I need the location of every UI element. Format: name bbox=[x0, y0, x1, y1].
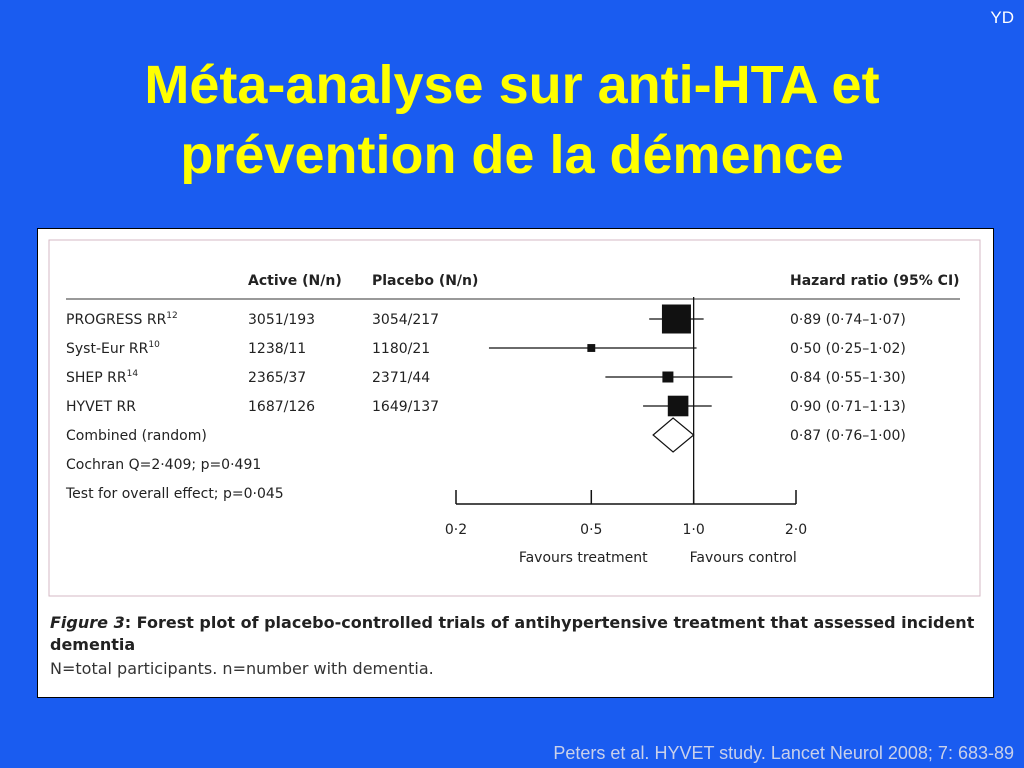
study-ref: 14 bbox=[126, 369, 139, 379]
study-placebo: 2371/44 bbox=[372, 370, 431, 386]
study-rows bbox=[65, 311, 906, 502]
study-placebo: 1180/21 bbox=[372, 341, 431, 357]
effect-square bbox=[587, 344, 595, 352]
x-tick-label: 2·0 bbox=[784, 522, 808, 538]
effect-square bbox=[662, 372, 673, 383]
study-ref: 10 bbox=[148, 340, 160, 350]
caption-note: N=total participants. n=number with dementia. bbox=[50, 659, 434, 678]
corner-label: YD bbox=[990, 8, 1014, 27]
study-name: PROGRESS RR$^{12}$ bbox=[66, 311, 178, 328]
caption-label: Figure 3 bbox=[50, 613, 125, 632]
combined-diamond bbox=[653, 418, 694, 452]
study-name: Syst-Eur RR$^{10}$ bbox=[66, 340, 160, 357]
figure-panel bbox=[37, 228, 994, 698]
study-active: 2365/37 bbox=[248, 370, 307, 386]
effect-square bbox=[662, 305, 691, 334]
study-hr-text: 0·50 (0·25–1·02) bbox=[790, 341, 906, 357]
forest-plot bbox=[38, 229, 993, 609]
study-name: HYVET RR bbox=[66, 399, 136, 415]
forest-marks bbox=[489, 297, 732, 504]
x-axis bbox=[445, 490, 807, 566]
slide-title-line1: Méta-analyse sur anti-HTA et bbox=[144, 55, 880, 115]
column-headers bbox=[248, 273, 960, 289]
x-tick-label: 1·0 bbox=[682, 522, 705, 538]
combined-hr-text: 0·87 (0·76–1·00) bbox=[790, 428, 906, 444]
study-active: 1238/11 bbox=[248, 341, 307, 357]
study-name: SHEP RR$^{14}$ bbox=[66, 369, 139, 386]
study-hr-text: 0·89 (0·74–1·07) bbox=[790, 312, 906, 328]
figure-caption bbox=[50, 612, 980, 680]
x-tick-label: 0·2 bbox=[444, 522, 468, 538]
caption-title bbox=[50, 612, 980, 656]
favours-right-label: Favours control bbox=[689, 550, 797, 566]
header-hazard-ratio: Hazard ratio (95% CI) bbox=[790, 273, 960, 289]
plot-frame bbox=[49, 240, 980, 596]
slide-title bbox=[0, 50, 1024, 190]
x-tick-label: 0·5 bbox=[580, 522, 603, 538]
effect-square bbox=[668, 396, 689, 417]
citation: Peters et al. HYVET study. Lancet Neurol 2008; 7: 683-89 bbox=[553, 743, 1014, 763]
caption-text: : Forest plot of placebo-controlled trials of antihypertensive treatment that assessed incident dementia bbox=[50, 613, 975, 654]
stats-text: Cochran Q=2·409; p=0·491 bbox=[66, 457, 262, 473]
study-active: 3051/193 bbox=[248, 312, 316, 328]
study-hr-text: 0·84 (0·55–1·30) bbox=[790, 370, 906, 386]
study-active: 1687/126 bbox=[248, 399, 316, 415]
study-placebo: 1649/137 bbox=[372, 399, 440, 415]
stats-text: Test for overall effect; p=0·045 bbox=[66, 486, 284, 502]
slide-title-line2: prévention de la démence bbox=[180, 125, 844, 185]
study-ref: 12 bbox=[166, 311, 178, 321]
header-placebo: Placebo (N/n) bbox=[372, 273, 479, 289]
combined-label: Combined (random) bbox=[66, 428, 207, 444]
study-hr-text: 0·90 (0·71–1·13) bbox=[790, 399, 906, 415]
study-placebo: 3054/217 bbox=[372, 312, 440, 328]
header-active: Active (N/n) bbox=[248, 273, 342, 289]
favours-left-label: Favours treatment bbox=[518, 550, 648, 566]
